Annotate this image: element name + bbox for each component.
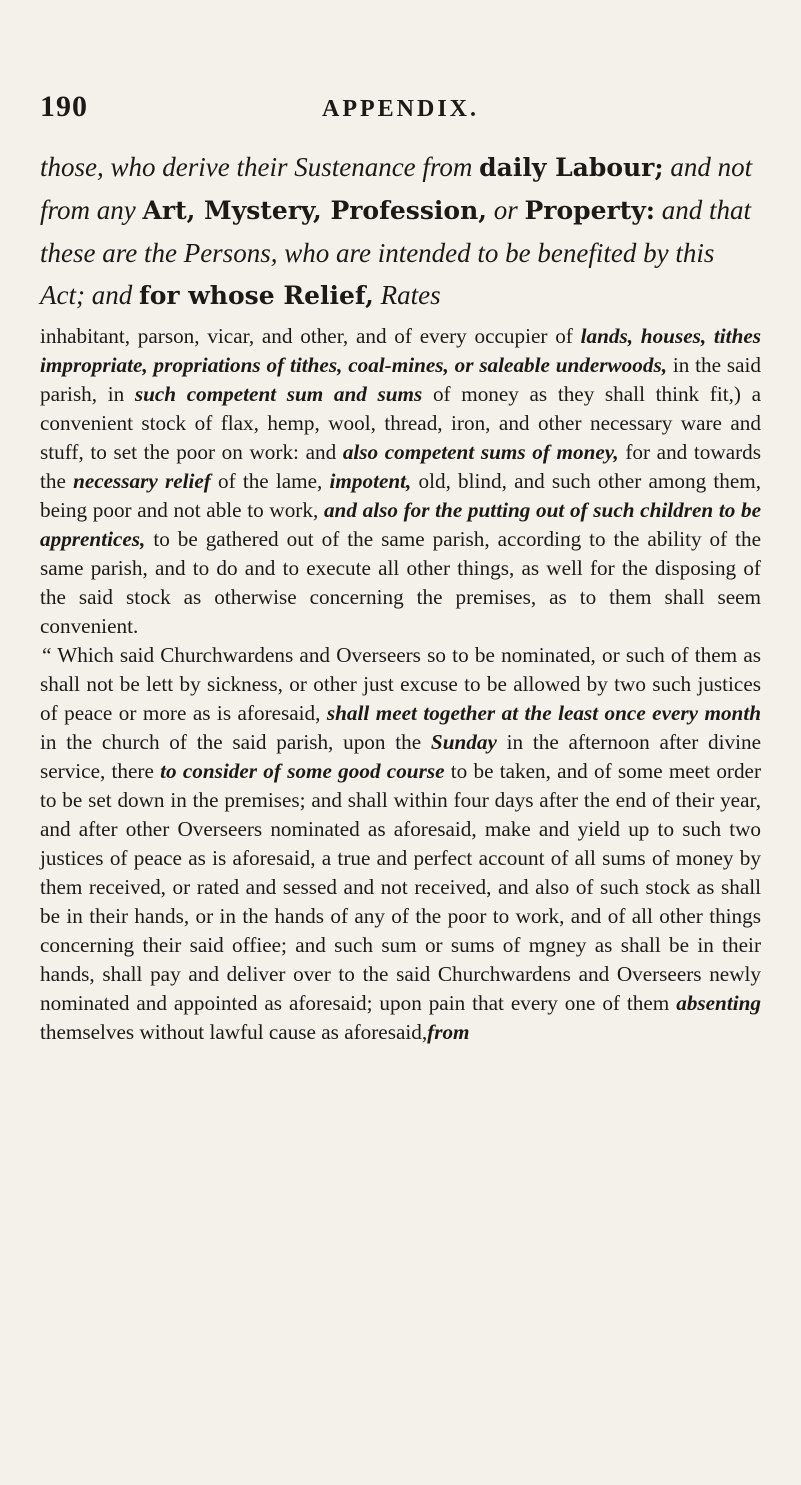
italic-run: impotent, xyxy=(329,469,412,493)
italic-run: from xyxy=(427,1020,470,1044)
italic-run: and also for the putting out of such children to be apprentices, xyxy=(40,498,762,551)
text-run: to be taken, and of some meet order to be set down in the premises; and shall within four days after the end of their year, and after other Overseers nominated as aforesaid, make and yield up to such two justices of peace as is aforesaid, a true and perfect account of all sums of money by them received, or rated and sessed and not received, and also of such stock as shall be in their hands, or in the hands of any of the poor to work, and of all other things concerning their said offiee; and such sum or sums of mgney as shall be in their hands, shall pay and deliver over to the said Churchwardens and Overseers newly nominated and appointed as aforesaid; upon pain that every one of them xyxy=(40,759,762,1015)
blackletter-phrase: Art, Mystery, Profession, xyxy=(142,196,487,225)
paragraph xyxy=(40,322,761,641)
italic-run: absenting xyxy=(676,991,761,1015)
italic-run: lands, houses, tithes impropriate, propriations of tithes, coal-mines, or saleable underwoods, xyxy=(40,324,761,377)
text-run: in the said parish, in xyxy=(40,353,761,406)
text-run: in the church of the said parish, upon the xyxy=(40,730,422,754)
intro-text: and that these are the Persons, who are intended to be benefited by this Act; and xyxy=(40,195,752,310)
intro-passage xyxy=(40,146,761,317)
statute-text xyxy=(40,322,761,1047)
italic-run: necessary relief xyxy=(73,469,211,493)
italic-run: Sunday xyxy=(430,730,497,754)
italic-run: shall meet together at the least once every month xyxy=(326,701,762,725)
intro-text: those, who derive their Sustenance from xyxy=(40,152,473,182)
intro-text: or xyxy=(493,195,518,225)
text-run: in the afternoon after divine service, there xyxy=(40,730,761,783)
text-run: “ Which said Churchwardens and Overseers so to be nominated, or such of them as shall not be lett by sickness, or other just excuse to be allowed by two such justices of peace or more as is aforesaid, xyxy=(40,643,761,725)
blackletter-phrase: Property: xyxy=(524,196,656,225)
text-run: old, blind, and such other among them, being poor and not able to work, xyxy=(40,469,762,522)
italic-run: such competent sum and sums xyxy=(134,382,423,406)
text-run: of the lame, xyxy=(218,469,323,493)
intro-text: and not from any xyxy=(40,152,753,225)
italic-run: to consider of some good course xyxy=(160,759,445,783)
running-head: APPENDIX. xyxy=(322,96,479,122)
text-run: to be gathered out of the same parish, according to the ability of the same parish, and to do and to execute all other things, as well for the disposing of the said stock as otherwise concerning the premises, as to them shall seem convenient. xyxy=(40,527,762,638)
intro-text: Rates xyxy=(380,280,441,310)
page-header xyxy=(40,90,761,134)
blackletter-phrase: daily Labour; xyxy=(479,153,664,182)
text-run: inhabitant, parson, vicar, and other, and of every occupier of xyxy=(40,324,573,348)
text-run: themselves without lawful cause as aforesaid, xyxy=(40,1020,428,1044)
italic-run: also competent sums of money, xyxy=(342,440,619,464)
paragraph xyxy=(40,641,761,1047)
blackletter-phrase: for whose Relief, xyxy=(138,281,374,310)
page-number: 190 xyxy=(40,90,88,123)
text-run: for and towards the xyxy=(40,440,761,493)
text-run: of money as they shall think fit,) a convenient stock of flax, hemp, wool, thread, iron, and other necessary ware and stuff, to set the poor on work: and xyxy=(40,382,762,464)
